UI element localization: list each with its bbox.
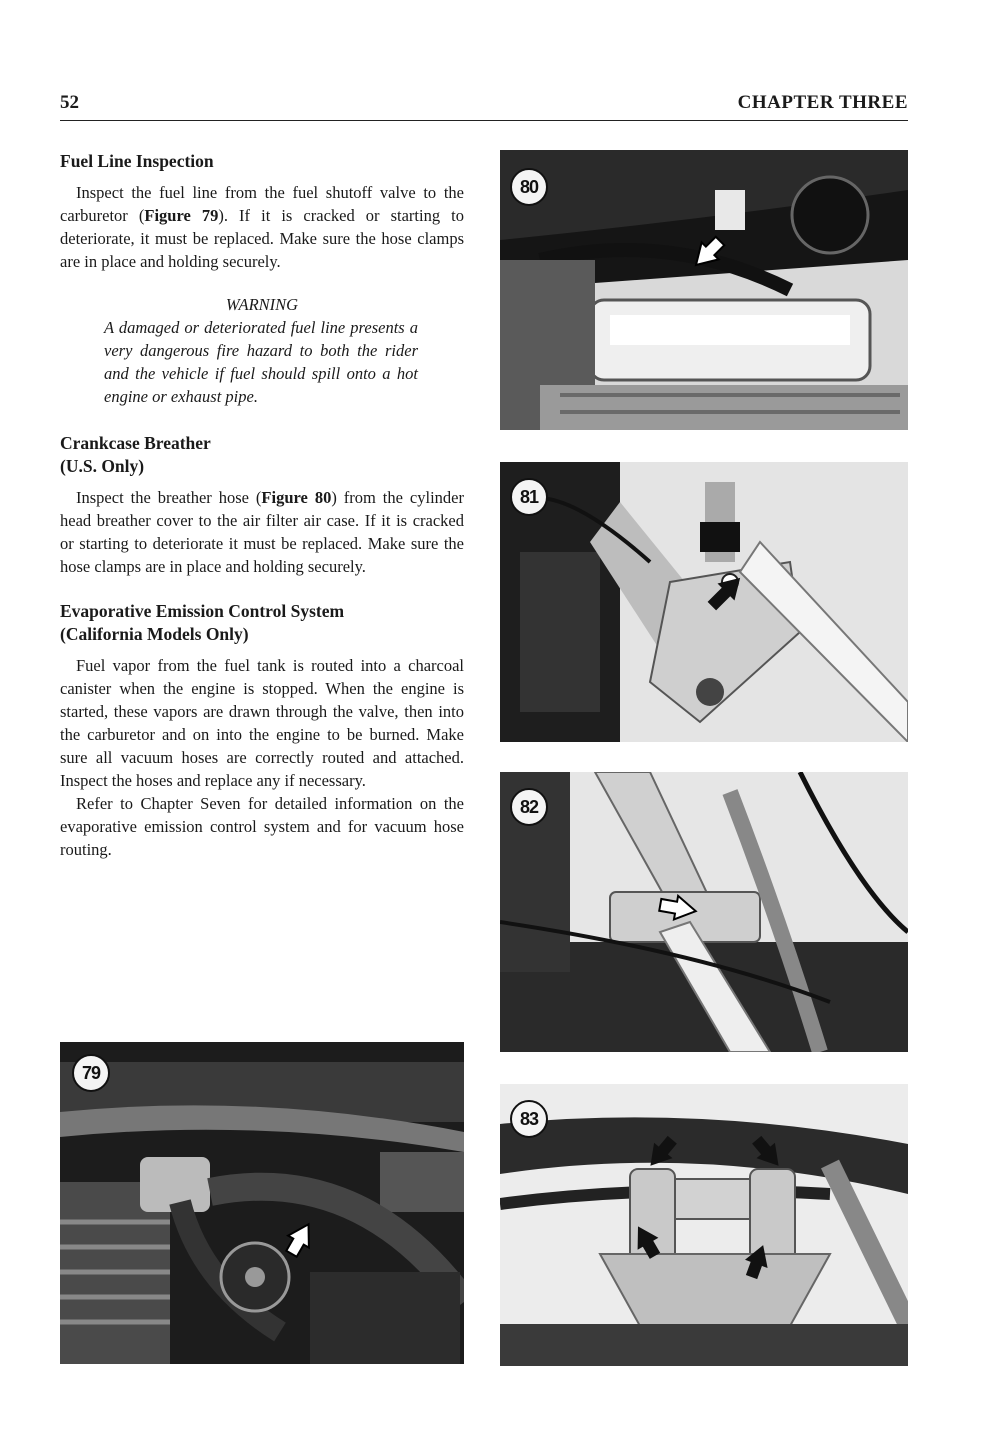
fig-ref-80: Figure 80 xyxy=(261,488,332,507)
figure-80-photo xyxy=(500,150,908,430)
warning-body: A damaged or deteriorated fuel line presents a very dangerous fire hazard to both the rider and the vehicle if fuel should spill onto a hot engine or exhaust pipe. xyxy=(104,318,418,406)
figure-82-photo xyxy=(500,772,908,1052)
heading-evap-2: (California Models Only) xyxy=(60,624,249,644)
figure-80-label: 80 xyxy=(510,168,548,206)
figure-81-label: 81 xyxy=(510,478,548,516)
fig-ref-79: Figure 79 xyxy=(144,206,219,225)
heading-fuel-line: Fuel Line Inspection xyxy=(60,151,214,171)
figure-83-label: 83 xyxy=(510,1100,548,1138)
chapter-title: CHAPTER THREE xyxy=(737,92,908,113)
heading-crankcase-1: Crankcase Breather xyxy=(60,433,211,453)
page-number: 52 xyxy=(60,92,79,113)
figure-81-photo xyxy=(500,462,908,742)
heading-crankcase-2: (U.S. Only) xyxy=(60,456,145,476)
figure-83-photo xyxy=(500,1084,908,1366)
page-header xyxy=(60,92,908,121)
text-column xyxy=(60,150,464,861)
para-fuel-line: Inspect the fuel line from the fuel shutoff valve to the carburetor (Figure 79). If it is cracked or starting to deteriorate, it must be replaced. Make sure the hose clamps are in place and holding securely. xyxy=(60,183,464,271)
para-evap-2: Refer to Chapter Seven for detailed information on the evaporative emission control system and for vacuum hose routing. xyxy=(60,794,464,859)
figure-82-label: 82 xyxy=(510,788,548,826)
heading-evap-1: Evaporative Emission Control System xyxy=(60,601,345,621)
figure-79-label: 79 xyxy=(72,1054,110,1092)
figure-79-photo xyxy=(60,1042,464,1364)
warning-title: WARNING xyxy=(225,295,299,314)
para-evap-1: Fuel vapor from the fuel tank is routed into a charcoal canister when the engine is stopped. When the engine is started, these vapors are drawn through the valve, then into the carburetor and on into the engine to be burned. Make sure all vacuum hoses are correctly routed and attached. Inspect the hoses and replace any if necessary. xyxy=(60,656,464,790)
para-crankcase: Inspect the breather hose (Figure 80) from the cylinder head breather cover to the air filter air case. If it is cracked or starting to deteriorate it must be replaced. Make sure the hose clamps are in place and holding securely. xyxy=(60,488,464,576)
